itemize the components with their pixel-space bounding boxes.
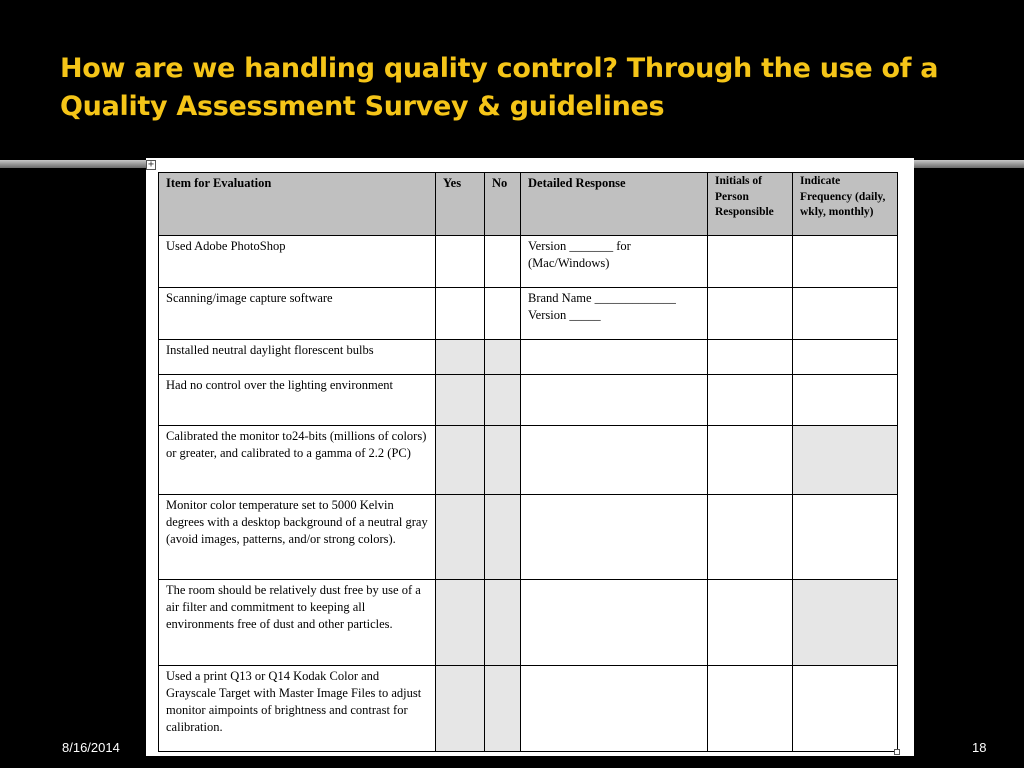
cell-response[interactable]: Version _______ for (Mac/Windows): [521, 236, 708, 288]
cell-response[interactable]: Brand Name _____________ Version _____: [521, 288, 708, 340]
cell-item: Used a print Q13 or Q14 Kodak Color and Grayscale Target with Master Image Files to adjust monitor aimpoints of brightness and contrast for calibration.: [159, 666, 436, 752]
table-row: [159, 580, 898, 666]
cell-initials[interactable]: [708, 288, 793, 340]
header-frequency: Indicate Frequency (daily, wkly, monthly): [793, 173, 898, 236]
cell-item: Calibrated the monitor to24-bits (millions of colors) or greater, and calibrated to a gamma of 2.2 (PC): [159, 426, 436, 495]
header-no: No: [485, 173, 521, 236]
cell-item: Monitor color temperature set to 5000 Kelvin degrees with a desktop background of a neutral gray (avoid images, patterns, and/or strong colors).: [159, 495, 436, 580]
cell-no[interactable]: [485, 288, 521, 340]
cell-initials[interactable]: [708, 426, 793, 495]
cell-yes[interactable]: [436, 580, 485, 666]
table-row: [159, 426, 898, 495]
cell-initials[interactable]: [708, 495, 793, 580]
table-row: [159, 495, 898, 580]
cell-frequency[interactable]: [793, 340, 898, 375]
table-row: [159, 288, 898, 340]
cell-no[interactable]: [485, 375, 521, 426]
cell-frequency[interactable]: [793, 666, 898, 752]
cell-frequency[interactable]: [793, 288, 898, 340]
cell-yes[interactable]: [436, 666, 485, 752]
resize-handle[interactable]: [894, 749, 900, 755]
cell-item: Scanning/image capture software: [159, 288, 436, 340]
cell-no[interactable]: [485, 236, 521, 288]
cell-initials[interactable]: [708, 375, 793, 426]
cell-no[interactable]: [485, 495, 521, 580]
cell-yes[interactable]: [436, 495, 485, 580]
title-divider-left: [0, 160, 148, 168]
cell-yes[interactable]: [436, 288, 485, 340]
slide-title: How are we handling quality control? Through the use of a Quality Assessment Survey & guidelines: [60, 53, 939, 122]
cell-response[interactable]: [521, 495, 708, 580]
cell-no[interactable]: [485, 580, 521, 666]
cell-item: The room should be relatively dust free by use of a air filter and commitment to keeping all environments free of dust and other particles.: [159, 580, 436, 666]
title-divider-right: [914, 160, 1024, 168]
cell-item: Had no control over the lighting environment: [159, 375, 436, 426]
table-row: [159, 375, 898, 426]
cell-frequency[interactable]: [793, 495, 898, 580]
cell-yes[interactable]: [436, 375, 485, 426]
cell-yes[interactable]: [436, 236, 485, 288]
move-cross-icon[interactable]: +: [147, 159, 155, 170]
cell-initials[interactable]: [708, 236, 793, 288]
cell-initials[interactable]: [708, 580, 793, 666]
cell-no[interactable]: [485, 666, 521, 752]
cell-frequency[interactable]: [793, 236, 898, 288]
header-yes: Yes: [436, 173, 485, 236]
cell-frequency[interactable]: [793, 426, 898, 495]
cell-response[interactable]: [521, 580, 708, 666]
cell-initials[interactable]: [708, 666, 793, 752]
quality-assessment-table: [158, 172, 898, 752]
cell-item: Installed neutral daylight florescent bulbs: [159, 340, 436, 375]
cell-yes[interactable]: [436, 426, 485, 495]
table-row: [159, 666, 898, 752]
header-initials: Initials of Person Responsible: [708, 173, 793, 236]
cell-frequency[interactable]: [793, 580, 898, 666]
cell-response[interactable]: [521, 375, 708, 426]
cell-response[interactable]: [521, 426, 708, 495]
header-response: Detailed Response: [521, 173, 708, 236]
slide-number: 18: [972, 740, 987, 755]
cell-no[interactable]: [485, 426, 521, 495]
cell-yes[interactable]: [436, 340, 485, 375]
table-row: [159, 236, 898, 288]
cell-no[interactable]: [485, 340, 521, 375]
header-item: Item for Evaluation: [159, 173, 436, 236]
cell-frequency[interactable]: [793, 375, 898, 426]
cell-response[interactable]: [521, 666, 708, 752]
cell-response[interactable]: [521, 340, 708, 375]
table-row: [159, 340, 898, 375]
cell-initials[interactable]: [708, 340, 793, 375]
slide-date: 8/16/2014: [62, 740, 120, 755]
cell-item: Used Adobe PhotoShop: [159, 236, 436, 288]
